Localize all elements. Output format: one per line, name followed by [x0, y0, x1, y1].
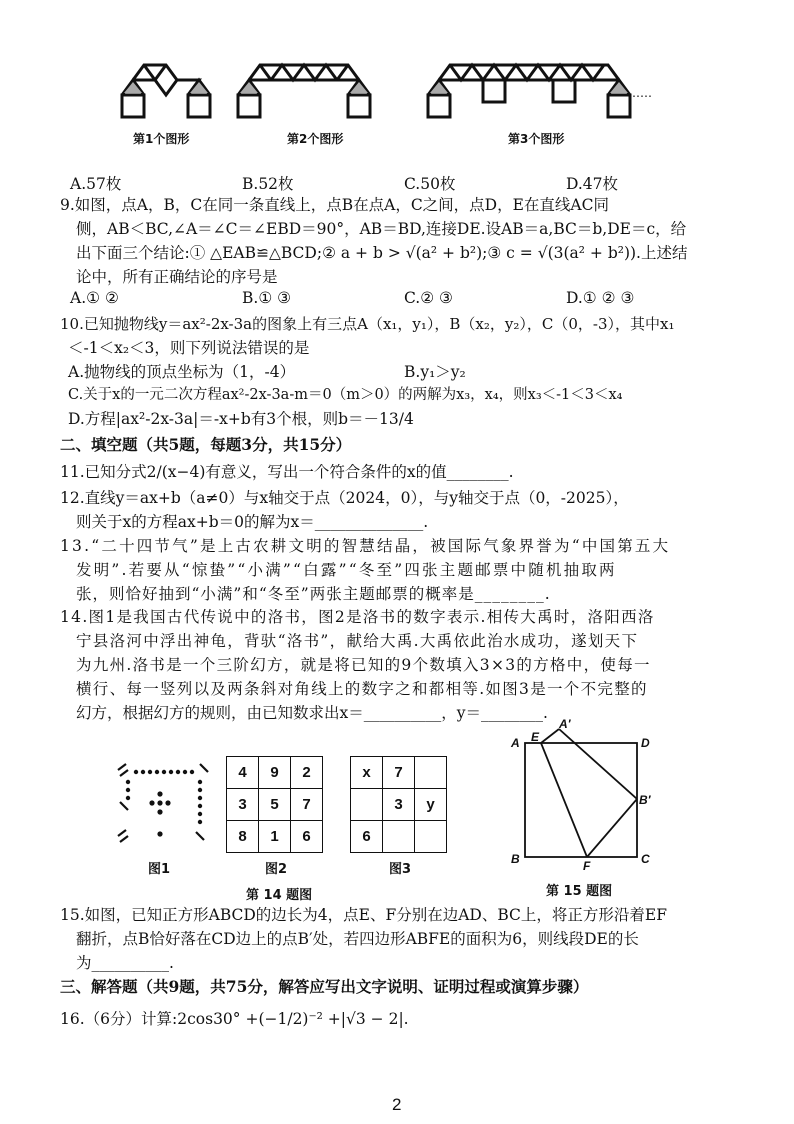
- point-d-label: D: [641, 736, 650, 750]
- q14-line2: 宁县洛河中浮出神龟，背驮“洛书”，献给大禹.大禹依此治水成功，遂划天下: [76, 632, 639, 650]
- fig1-label: 图1: [148, 862, 171, 877]
- figure1-caption: 第1个图形: [133, 132, 190, 146]
- fig3-cell: [351, 789, 383, 821]
- q14-line3: 为九州.洛书是一个三阶幻方，就是将已知的9个数填入3×3的方格中，使每一: [76, 656, 651, 674]
- q13-line2: 发明”.若要从“惊蛰”“小满”“白露”“冬至”四张主题邮票中随机抽取两: [76, 561, 617, 579]
- q16: 16.（6分）计算:2cos30° +(−1/2)⁻² +|√3 − 2|.: [60, 1010, 409, 1028]
- fig3-cell: 7: [383, 757, 415, 789]
- fig3-cell: [415, 757, 447, 789]
- point-a-prime-label: A′: [559, 717, 571, 731]
- fig15-caption: 第 15 题图: [546, 884, 613, 899]
- q11: 11.已知分式2/(x−4)有意义，写出一个符合条件的x的值________.: [60, 463, 514, 481]
- q14-line1: 14.图1是我国古代传说中的洛书，图2是洛书的数字表示.相传大禹时，洛阳西洛: [60, 608, 655, 626]
- q15-line2: 翻折，点B恰好落在CD边上的点B′处，若四边形ABFE的面积为6，则线段DE的长: [76, 930, 639, 948]
- q9-line2: 侧，AB＜BC,∠A＝∠C＝∠EBD＝90°，AB＝BD,连接DE.设AB＝a,BC＝b,DE＝c，给: [76, 220, 687, 238]
- point-b-label: B: [511, 852, 520, 866]
- section2-heading: 二、填空题（共5题，每题3分，共15分）: [60, 435, 352, 454]
- q8-option-d: D.47枚: [566, 175, 619, 193]
- section3-heading: 三、解答题（共9题，共75分，解答应写出文字说明、证明过程或演算步骤）: [60, 977, 589, 996]
- luoshu-figure: [112, 760, 212, 850]
- q8-option-a: A.57枚: [70, 175, 122, 193]
- fig2-cell: 8: [227, 821, 259, 853]
- page-number: 2: [392, 1095, 402, 1114]
- fig3-cell: [415, 821, 447, 853]
- fig2-cell: 1: [259, 821, 291, 853]
- fig3-cell: 3: [383, 789, 415, 821]
- fig14-caption: 第 14 题图: [246, 888, 313, 903]
- q14-line4: 横行、每一竖列以及两条斜对角线上的数字之和都相等.如图3是一个不完整的: [76, 680, 648, 698]
- q10-option-b: B.y₁＞y₂: [404, 363, 466, 381]
- q10-option-d: D.方程|ax²-2x-3a|＝-x+b有3个根，则b＝－13/4: [68, 410, 414, 428]
- magic-square-fig3: [350, 756, 447, 853]
- q14-line5: 幻方，根据幻方的规则，由已知数求出x＝__________，y＝________.: [76, 704, 548, 722]
- q9-option-a: A.① ②: [70, 289, 119, 307]
- q13-line3: 张，则恰好抽到“小满”和“冬至”两张主题邮票的概率是________.: [76, 585, 551, 603]
- fig3-cell: y: [415, 789, 447, 821]
- q9-option-c: C.② ③: [404, 289, 453, 307]
- point-e-label: E: [531, 730, 540, 744]
- figure2-caption: 第2个图形: [287, 132, 344, 146]
- fig2-cell: 5: [259, 789, 291, 821]
- fig2-cell: 3: [227, 789, 259, 821]
- fig3-cell: [383, 821, 415, 853]
- q15-line1: 15.如图，已知正方形ABCD的边长为4，点E、F分别在边AD、BC上，将正方形沿着EF: [60, 906, 667, 924]
- q10-option-c: C.关于x的一元二次方程ax²-2x-3a-m＝0（m＞0）的两解为x₃，x₄，则x₃＜-1＜3＜x₄: [68, 387, 623, 403]
- pattern-ellipsis: ……: [628, 86, 652, 100]
- fig3-label: 图3: [389, 862, 412, 877]
- fig2-cell: 4: [227, 757, 259, 789]
- fig2-cell: 6: [291, 821, 323, 853]
- fig3-cell: 6: [351, 821, 383, 853]
- fig2-cell: 7: [291, 789, 323, 821]
- figure3-caption: 第3个图形: [508, 132, 565, 146]
- q10-option-a: A.抛物线的顶点坐标为（1，-4）: [68, 363, 296, 381]
- q8-option-b: B.52枚: [242, 175, 294, 193]
- q9-line3: 出下面三个结论:① △EAB≌△BCD;② a + b > √(a² + b²);③ c = √(3(a² + b²)).上述结: [76, 244, 688, 262]
- q9-option-d: D.① ② ③: [566, 289, 635, 307]
- point-a-label: A: [511, 736, 520, 750]
- q8-option-c: C.50枚: [404, 175, 456, 193]
- fig2-cell: 2: [291, 757, 323, 789]
- fig3-cell: x: [351, 757, 383, 789]
- point-f-label: F: [583, 859, 591, 873]
- q10-line2: ＜-1＜x₂＜3，则下列说法错误的是: [68, 339, 310, 357]
- q13-line1: 13.“二十四节气”是上古农耕文明的智慧结晶，被国际气象界誉为“中国第五大: [60, 537, 671, 555]
- q9-option-b: B.① ③: [242, 289, 292, 307]
- q15-line3: 为__________.: [76, 954, 174, 972]
- square-fold-figure: [505, 715, 665, 875]
- q9-line4: 论中，所有正确结论的序号是: [76, 268, 278, 286]
- fig2-label: 图2: [265, 862, 288, 877]
- fig2-cell: 9: [259, 757, 291, 789]
- magic-square-fig2: [226, 756, 323, 853]
- pattern-figures: [110, 55, 670, 150]
- q9-line1: 9.如图，点A，B，C在同一条直线上，点B在点A，C之间，点D，E在直线AC同: [60, 196, 609, 214]
- q12-line1: 12.直线y＝ax+b（a≠0）与x轴交于点（2024，0），与y轴交于点（0，-2025），: [60, 489, 629, 507]
- q12-line2: 则关于x的方程ax+b＝0的解为x＝______________.: [76, 513, 429, 531]
- point-c-label: C: [641, 852, 650, 866]
- q10-line1: 10.已知抛物线y＝ax²-2x-3a的图象上有三点A（x₁，y₁），B（x₂，y₂），C（0，-3），其中x₁: [60, 315, 675, 333]
- point-b-prime-label: B′: [639, 793, 651, 807]
